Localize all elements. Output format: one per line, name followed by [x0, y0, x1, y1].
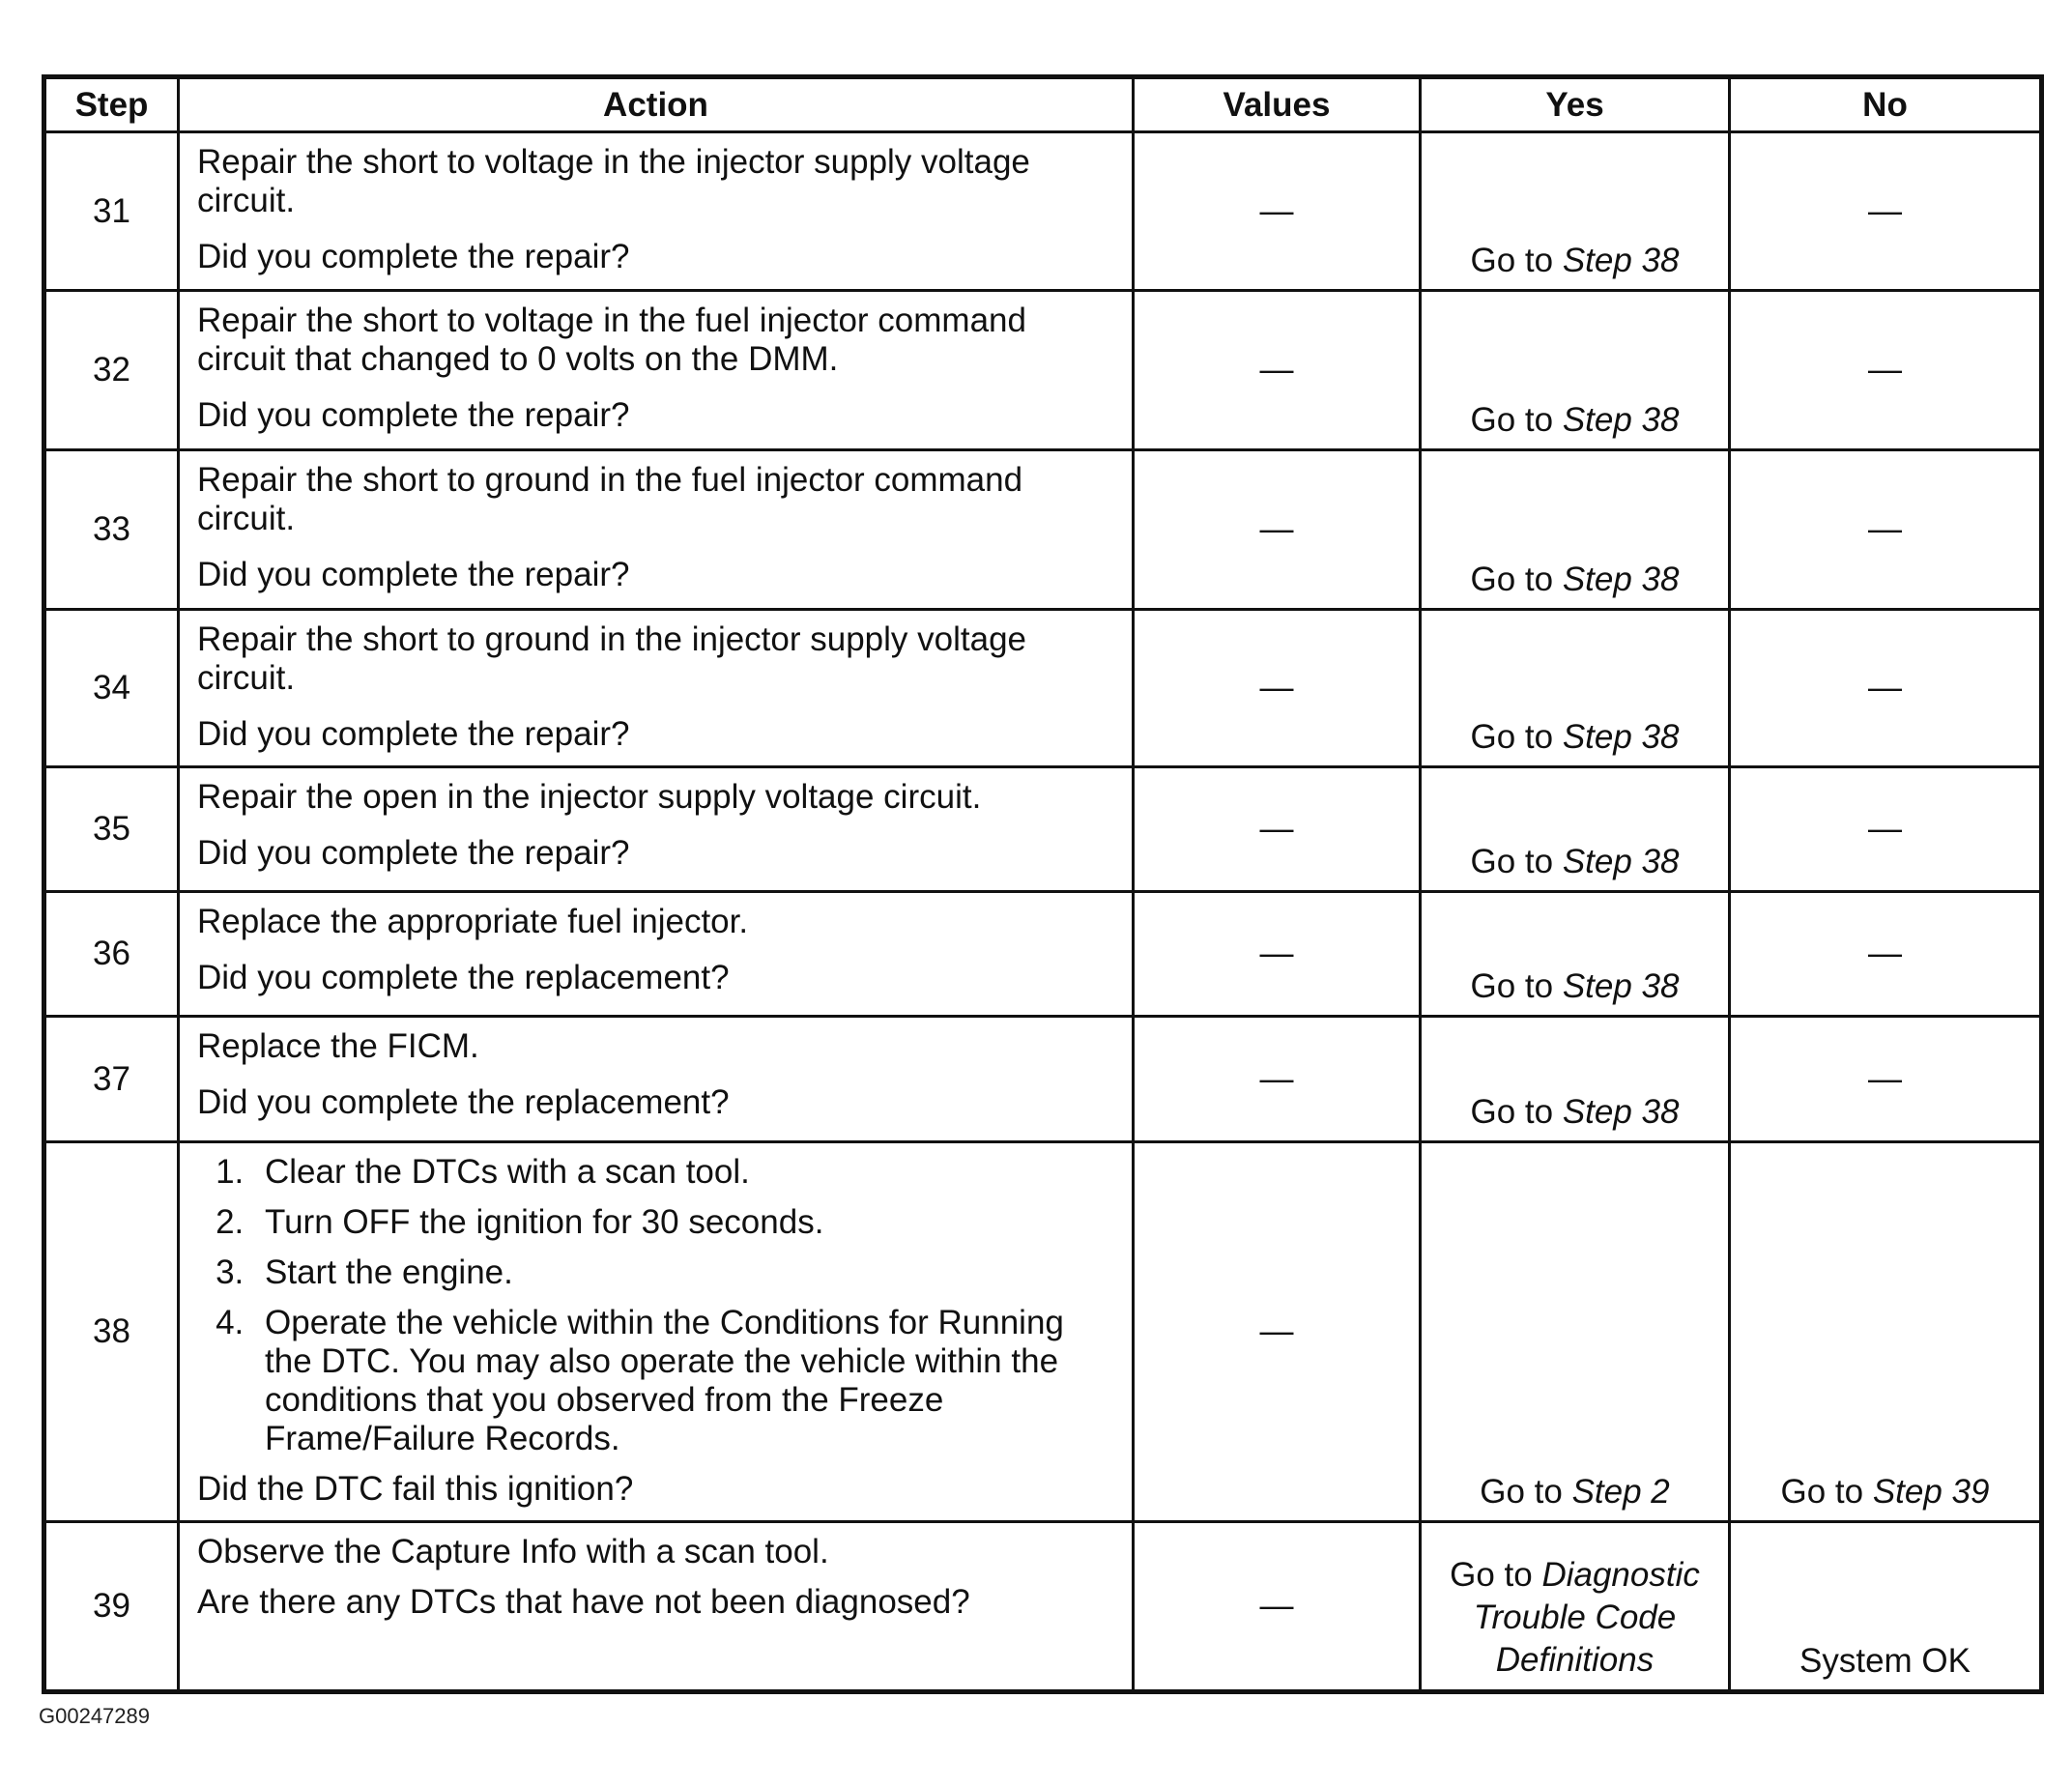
action-question: Did the DTC fail this ignition?	[197, 1470, 634, 1508]
action-cell	[179, 1522, 1134, 1692]
no-cell: System OK	[1730, 1522, 2042, 1692]
yes-prefix: Go to	[1470, 718, 1563, 756]
procedure-step: 2. Turn OFF the ignition for 30 seconds.	[253, 1203, 1114, 1242]
action-question: Did you complete the repair?	[197, 396, 630, 434]
step-number: 37	[44, 1017, 179, 1142]
step-number: 36	[44, 892, 179, 1017]
action-question: Did you complete the repair?	[197, 556, 630, 593]
header-step: Step	[44, 77, 179, 132]
yes-cell	[1421, 450, 1730, 610]
header-no: No	[1730, 77, 2042, 132]
yes-cell	[1421, 1142, 1730, 1522]
table-row	[44, 1522, 2042, 1692]
no-cell: —	[1730, 291, 2042, 450]
values-cell: —	[1134, 610, 1421, 767]
yes-cell	[1421, 610, 1730, 767]
yes-prefix: Go to	[1470, 242, 1563, 279]
values-cell: —	[1134, 291, 1421, 450]
yes-step-ref: Step 38	[1562, 967, 1680, 1005]
action-question: Are there any DTCs that have not been diagnosed?	[197, 1583, 970, 1621]
yes-prefix: Go to	[1470, 1093, 1563, 1131]
step-number: 34	[44, 610, 179, 767]
action-cell	[179, 291, 1134, 450]
values-cell: —	[1134, 450, 1421, 610]
action-cell	[179, 610, 1134, 767]
table-row	[44, 610, 2042, 767]
diagnostic-table	[42, 74, 2044, 1694]
no-cell: —	[1730, 767, 2042, 892]
action-text: Repair the short to voltage in the injector supply voltage circuit.	[197, 143, 1030, 219]
no-cell: —	[1730, 450, 2042, 610]
procedure-step: 1. Clear the DTCs with a scan tool.	[253, 1153, 1114, 1192]
yes-prefix: Go to	[1450, 1556, 1542, 1594]
action-question: Did you complete the replacement?	[197, 1083, 730, 1121]
no-prefix: Go to	[1780, 1473, 1873, 1511]
yes-prefix: Go to	[1470, 401, 1563, 439]
figure-id: G00247289	[39, 1704, 150, 1728]
values-cell: —	[1134, 767, 1421, 892]
action-cell	[179, 767, 1134, 892]
yes-cell	[1421, 291, 1730, 450]
header-yes: Yes	[1421, 77, 1730, 132]
values-cell: —	[1134, 1017, 1421, 1142]
table-row	[44, 1142, 2042, 1522]
no-cell	[1730, 1142, 2042, 1522]
action-text: Repair the short to ground in the fuel injector command circuit.	[197, 461, 1023, 537]
no-cell: —	[1730, 610, 2042, 767]
step-number: 33	[44, 450, 179, 610]
action-text: Replace the appropriate fuel injector.	[197, 903, 749, 940]
action-question: Did you complete the repair?	[197, 238, 630, 275]
action-question: Did you complete the repair?	[197, 834, 630, 872]
step-number: 38	[44, 1142, 179, 1522]
values-cell: —	[1134, 1142, 1421, 1522]
yes-step-ref: Step 38	[1562, 242, 1680, 279]
step-number: 32	[44, 291, 179, 450]
action-text: Repair the open in the injector supply voltage circuit.	[197, 778, 982, 816]
yes-diagnostic-ref: Diagnostic Trouble Code Definitions	[1473, 1556, 1700, 1679]
action-cell	[179, 1142, 1134, 1522]
no-cell: —	[1730, 892, 2042, 1017]
yes-prefix: Go to	[1470, 561, 1563, 598]
procedure-step: 3. Start the engine.	[253, 1253, 1114, 1292]
table-header-row	[44, 77, 2042, 132]
no-cell: —	[1730, 132, 2042, 291]
yes-step-ref: Step 38	[1562, 401, 1680, 439]
step-number: 31	[44, 132, 179, 291]
header-values: Values	[1134, 77, 1421, 132]
yes-cell	[1421, 892, 1730, 1017]
yes-step-ref: Step 38	[1562, 561, 1680, 598]
table-row	[44, 767, 2042, 892]
no-cell: —	[1730, 1017, 2042, 1142]
action-cell	[179, 1017, 1134, 1142]
action-text: Observe the Capture Info with a scan tool.	[197, 1533, 829, 1570]
action-cell	[179, 450, 1134, 610]
yes-prefix: Go to	[1470, 843, 1563, 880]
yes-cell	[1421, 1017, 1730, 1142]
yes-cell	[1421, 1522, 1730, 1692]
yes-cell	[1421, 132, 1730, 291]
values-cell: —	[1134, 132, 1421, 291]
step-number: 39	[44, 1522, 179, 1692]
action-question: Did you complete the repair?	[197, 715, 630, 753]
yes-step-ref: Step 38	[1562, 843, 1680, 880]
table-row	[44, 450, 2042, 610]
action-question: Did you complete the replacement?	[197, 959, 730, 996]
table-row	[44, 1017, 2042, 1142]
action-cell	[179, 892, 1134, 1017]
header-action: Action	[179, 77, 1134, 132]
yes-step-ref: Step 38	[1562, 718, 1680, 756]
step-number: 35	[44, 767, 179, 892]
procedure-step: 4. Operate the vehicle within the Conditions for Running the DTC. You may also operate the vehicle within the conditions that you observed from the Freeze Frame/Failure Records.	[253, 1304, 1114, 1458]
action-text: Repair the short to voltage in the fuel injector command circuit that changed to 0 volts on the DMM.	[197, 302, 1026, 378]
procedure-list	[197, 1153, 1114, 1458]
table-row	[44, 291, 2042, 450]
table-row	[44, 892, 2042, 1017]
no-step-ref: Step 39	[1872, 1473, 1990, 1511]
action-text: Repair the short to ground in the injector supply voltage circuit.	[197, 620, 1027, 697]
yes-step-ref: Step 2	[1571, 1473, 1670, 1511]
yes-cell	[1421, 767, 1730, 892]
values-cell: —	[1134, 892, 1421, 1017]
table-row	[44, 132, 2042, 291]
yes-prefix: Go to	[1480, 1473, 1572, 1511]
action-cell	[179, 132, 1134, 291]
action-text: Replace the FICM.	[197, 1027, 479, 1065]
yes-step-ref: Step 38	[1562, 1093, 1680, 1131]
yes-prefix: Go to	[1470, 967, 1563, 1005]
values-cell: —	[1134, 1522, 1421, 1692]
